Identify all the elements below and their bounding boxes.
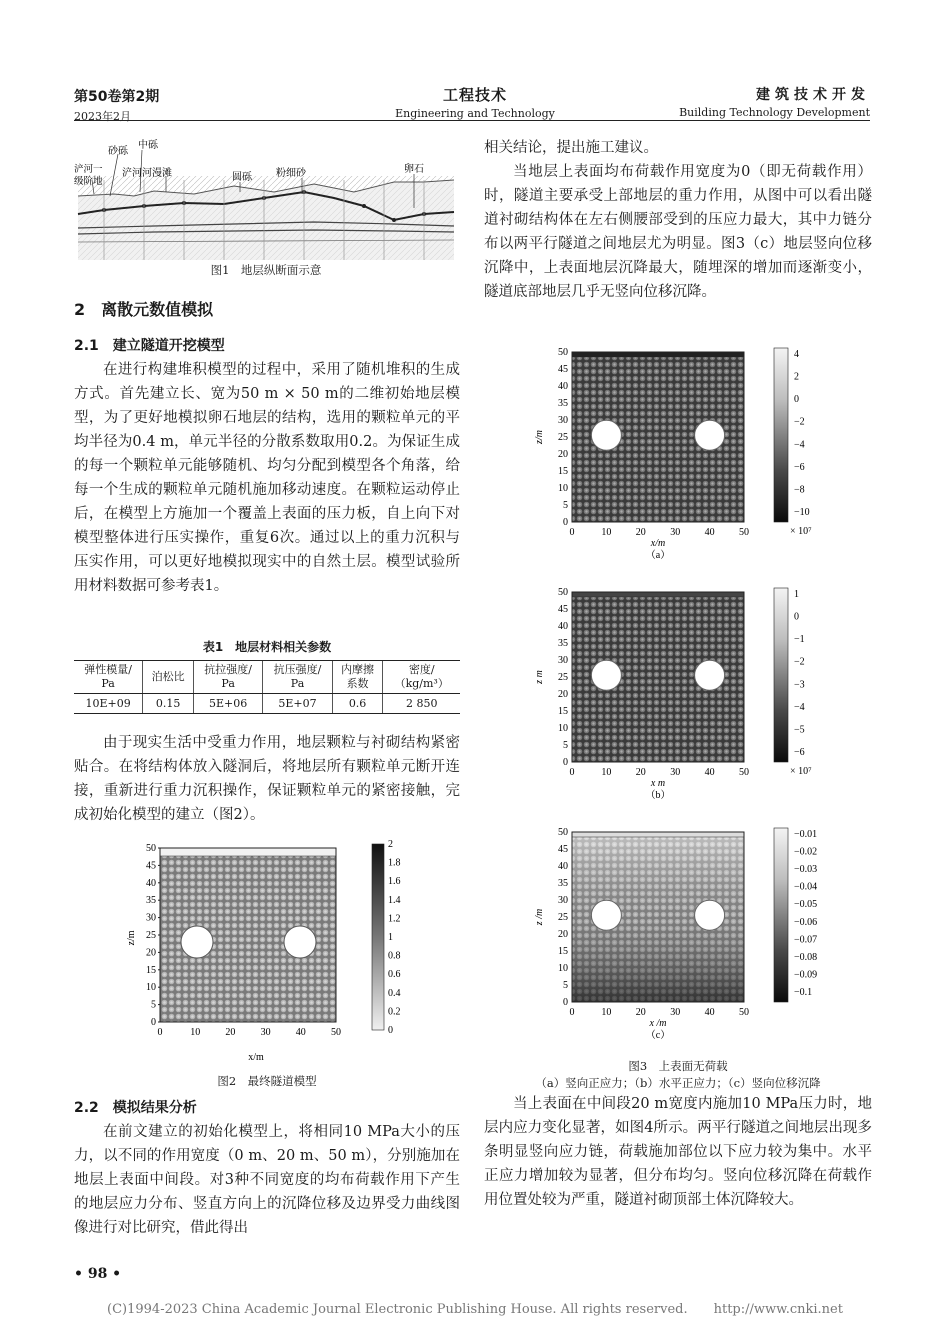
fig2-ylabel: z/m	[126, 930, 137, 946]
colorbar-tick: −0.04	[794, 881, 818, 893]
td-poisson: 0.15	[143, 694, 194, 714]
colorbar-tick: −10	[794, 507, 810, 518]
colorbar-tick: −5	[794, 724, 805, 736]
xtick: 30	[670, 1007, 681, 1018]
xtick: 20	[635, 1007, 646, 1018]
figure-3c	[520, 820, 840, 1056]
journal-section	[340, 84, 610, 120]
paragraph-2-1-b	[74, 731, 460, 827]
paragraph-text: 当上表面在中间段20 m宽度内施加10 MPa压力时，地层内应力变化显著，如图4所示。两平行隧道之间地层出现多条明显竖向应力链，荷载施加部位以下应力较为集中。水平正应力增加较为显著，但分布均匀。竖向位移沉降在荷载作用位置处较为严重，隧道衬砌顶部土体沉降较大。	[484, 1096, 872, 1208]
colorbar-tick: 0	[794, 611, 799, 623]
colorbar-tick: −6	[794, 747, 805, 758]
colorbar-exponent: × 10⁷	[790, 526, 812, 537]
ytick: 35	[558, 878, 568, 889]
xtick: 40	[704, 527, 715, 538]
page-number: • 98 •	[74, 1266, 122, 1282]
figure-3-caption: 图3 上表面无荷载	[628, 1059, 728, 1073]
ytick: 0	[563, 997, 568, 1008]
colorbar-tick: −3	[794, 679, 805, 691]
td-density: 2 850	[383, 694, 460, 714]
ytick: 50	[558, 347, 568, 358]
td-elastic-modulus: 10E+09	[74, 694, 143, 714]
paragraph-text: 在前文建立的初始化模型上，将相同10 MPa大小的压力，以不同的作用宽度（0 m、20 m、50 m），分别施加在地层上表面中间段。对3种不同宽度的均布荷载作用下产生的地层应力分布、竖直方向上的沉降位移及边界受力曲线图像进行对比研究，借此得出	[74, 1124, 460, 1236]
fig2-cbar-tick: 0.2	[388, 1006, 401, 1018]
ytick: 5	[563, 500, 568, 511]
ytick: 15	[558, 706, 568, 717]
figure-2-caption: 图2 最终隧道模型	[217, 1074, 317, 1088]
colorbar	[774, 348, 788, 522]
xtick: 50	[739, 1007, 749, 1018]
ytick: 40	[558, 621, 568, 632]
ytick: 30	[558, 415, 568, 426]
th-friction: 内摩擦 系数	[332, 661, 383, 694]
xtick: 20	[635, 527, 646, 538]
fig2-cbar-tick: 1.2	[388, 913, 401, 925]
section-2-2-title: 2.2 模拟结果分析	[74, 1100, 197, 1116]
vertical-stress-plot	[520, 340, 840, 576]
colorbar-tick: −8	[794, 484, 805, 496]
right-tunnel	[695, 660, 725, 690]
ytick: 35	[558, 638, 568, 649]
fig2-xtick: 30	[260, 1027, 271, 1038]
colorbar-tick: −2	[794, 416, 805, 428]
fig2-cbar-tick: 0.8	[388, 950, 401, 962]
xtick: 10	[601, 1007, 612, 1018]
colorbar	[372, 844, 384, 1030]
vertical-displacement-plot	[520, 820, 840, 1056]
copyright-footer: (C)1994-2023 China Academic Journal Electronic Publishing House. All rights reserved. http://www.cnki.net	[107, 1302, 843, 1317]
th-compressive: 抗压强度/ Pa	[263, 661, 332, 694]
fig2-xlabel: x/m	[248, 1052, 264, 1063]
ytick: 40	[558, 861, 568, 872]
fig2-cbar-tick: 1.8	[388, 857, 401, 869]
right-tunnel	[284, 926, 316, 958]
journal-name-en: Building Technology Development	[679, 106, 870, 119]
fig2-cbar-tick: 1	[388, 932, 393, 943]
ytick: 25	[558, 432, 568, 443]
th-elastic-modulus: 弹性模量/ Pa	[74, 661, 143, 694]
fig2-xtick: 50	[331, 1027, 341, 1038]
section-2-1-title: 2.1 建立隧道开挖模型	[74, 338, 225, 354]
fig2-ytick: 0	[151, 1017, 156, 1028]
colorbar-tick: −0.08	[794, 951, 818, 963]
panel-tag: （a）	[645, 550, 671, 561]
section-title-cn: 工程技术	[442, 86, 507, 104]
xlabel: x/m	[650, 538, 666, 549]
colorbar-tick: −6	[794, 461, 805, 473]
right-paragraph-3	[484, 1092, 872, 1212]
fig2-ytick: 10	[146, 982, 156, 994]
th-density: 密度/ （kg/m³）	[383, 661, 460, 694]
paragraph-text: 相关结论，提出施工建议。	[484, 140, 658, 156]
fig2-cbar-tick: 1.4	[388, 894, 401, 906]
xlabel: x /m	[649, 1018, 667, 1029]
fig2-xtick: 10	[190, 1027, 201, 1038]
ylabel: z /m	[534, 908, 545, 926]
colorbar-tick: −0.07	[794, 934, 818, 946]
tunnel-model-plot	[126, 838, 416, 1068]
ytick: 20	[558, 689, 568, 700]
fig2-ytick: 35	[146, 895, 156, 907]
colorbar-tick: 1	[794, 589, 799, 600]
td-friction: 0.6	[332, 694, 383, 714]
paragraph-text: 当地层上表面均布荷载作用宽度为0（即无荷载作用）时，隧道主要承受上部地层的重力作用，从图中可以看出隧道衬砌结构体在左右侧腰部受到的压应力最大，其中力链分布以两平行隧道之间地层尤为明显。图3（c）地层竖向位移沉降中，上表面地层沉降最大，随埋深的增加而逐渐变小，隧道底部地层几乎无竖向位移沉降。	[484, 164, 872, 300]
figure-1	[74, 136, 458, 262]
colorbar-tick: −0.01	[794, 829, 818, 840]
volume-issue: 第50卷第2期	[74, 89, 160, 105]
journal-name-cn: 建筑技术开发	[756, 87, 870, 103]
figure-3-subcaption: （a）竖向正应力；（b）水平正应力；（c）竖向位移沉降	[535, 1076, 821, 1090]
paragraph-text: 在进行构建堆积模型的过程中，采用了随机堆积的生成方式。首先建立长、宽为50 m × 50 m的二维初始地层模型，为了更好地模拟卵石地层的结构，选用的颗粒单元的平均半径为0.4 m，单元半径的分散系数取用0.2。为保证生成的每一个颗粒单元能够随机、均匀分配到模型各个角落，给每一个生成的颗粒单元随机施加移动速度。在颗粒运动停止后，在模型上方施加一个覆盖上表面的压力板，自上向下对模型整体进行压实操作，重复6次。通过以上的重力沉积与压实作用，可以更好地模拟现实中的自然土层。模型试验所用材料数据可参考表1。	[74, 362, 460, 594]
ytick: 10	[558, 483, 568, 494]
ytick: 25	[558, 912, 568, 923]
section-2-title: 2 离散元数值模拟	[74, 300, 214, 319]
fig1-label-gravel-sand: 砂砾	[108, 146, 128, 157]
fig1-label-pebble: 卵石	[404, 164, 424, 175]
ytick: 45	[558, 844, 568, 855]
ytick: 5	[563, 740, 568, 751]
ytick: 5	[563, 980, 568, 991]
journal-name	[679, 84, 870, 119]
fig2-xtick: 40	[295, 1027, 306, 1038]
panel-tag: （b）	[645, 790, 671, 801]
journal-volume	[74, 86, 159, 124]
colorbar-tick: 4	[794, 349, 799, 360]
ytick: 0	[563, 757, 568, 768]
ytick: 20	[558, 449, 568, 460]
fig2-cbar-tick: 1.6	[388, 876, 401, 888]
ytick: 35	[558, 398, 568, 409]
xtick: 0	[569, 767, 575, 778]
header-rule	[74, 120, 870, 121]
fig2-cbar-tick: 0.4	[388, 987, 401, 999]
fig2-cbar-tick: 2	[388, 839, 393, 850]
colorbar-tick: 0	[794, 394, 799, 406]
left-tunnel	[591, 900, 621, 930]
colorbar-tick: −0.06	[794, 916, 818, 928]
figure-1-caption: 图1 地层纵断面示意	[210, 263, 322, 277]
ytick: 10	[558, 723, 568, 734]
xtick: 50	[739, 767, 749, 778]
left-tunnel	[591, 660, 621, 690]
ytick: 20	[558, 929, 568, 940]
xtick: 10	[601, 527, 612, 538]
fig1-label-terrace-2: 级阶地	[74, 177, 103, 187]
left-tunnel	[591, 420, 621, 450]
colorbar-tick: −0.05	[794, 899, 818, 911]
material-table	[74, 660, 460, 714]
right-tunnel	[695, 900, 725, 930]
figure-3a	[520, 340, 840, 576]
fig2-ytick: 20	[146, 947, 156, 959]
ytick: 15	[558, 946, 568, 957]
paragraph-text: 由于现实生活中受重力作用，地层颗粒与衬砌结构紧密贴合。在将结构体放入隧洞后，将地层所有颗粒单元断开连接，重新进行重力沉积操作，保证颗粒单元的紧密接触，完成初始化模型的建立（图2）。	[74, 735, 460, 823]
table-1	[74, 660, 460, 714]
fig2-xtick: 20	[225, 1027, 236, 1038]
xtick: 30	[670, 767, 681, 778]
colorbar-tick: −0.1	[794, 987, 813, 998]
fig2-xtick: 0	[157, 1027, 163, 1038]
xtick: 50	[739, 527, 749, 538]
horizontal-stress-plot	[520, 580, 840, 816]
ylabel: z m	[534, 670, 545, 684]
fig1-label-terrace: 浐河一	[74, 165, 103, 175]
right-paragraph-1	[484, 136, 872, 160]
xlabel: x m	[650, 778, 666, 789]
xtick: 20	[635, 767, 646, 778]
panel-tag: （c）	[645, 1030, 671, 1041]
issue-date: 2023年2月	[74, 110, 131, 123]
right-tunnel	[695, 420, 725, 450]
fig2-ytick: 15	[146, 964, 156, 976]
ytick: 45	[558, 604, 568, 615]
stratum-profile-diagram	[74, 136, 458, 262]
ytick: 15	[558, 466, 568, 477]
fig2-cbar-tick: 0.6	[388, 969, 401, 981]
ytick: 25	[558, 672, 568, 683]
xtick: 40	[704, 767, 715, 778]
fig2-ytick: 25	[146, 930, 156, 941]
fig1-label-medium-gravel: 中砾	[138, 140, 158, 151]
ytick: 0	[563, 517, 568, 528]
fig2-ytick: 5	[151, 999, 156, 1011]
section-title-en: Engineering and Technology	[395, 107, 555, 120]
fig2-cbar-tick: 0	[388, 1025, 393, 1036]
colorbar-tick: −0.09	[794, 969, 818, 981]
fig2-ytick: 45	[146, 860, 156, 872]
fig2-ytick: 50	[146, 843, 156, 854]
figure-2	[126, 838, 416, 1068]
paragraph-2-2	[74, 1120, 460, 1240]
ytick: 30	[558, 655, 568, 666]
colorbar	[774, 828, 788, 1002]
ylabel: z/m	[534, 430, 545, 444]
colorbar-tick: −0.02	[794, 846, 818, 858]
fig2-ytick: 30	[146, 912, 156, 924]
ytick: 30	[558, 895, 568, 906]
right-paragraph-2	[484, 160, 872, 304]
th-tensile: 抗拉强度/ Pa	[193, 661, 262, 694]
paragraph-2-1-a	[74, 358, 460, 598]
xtick: 40	[704, 1007, 715, 1018]
colorbar-tick: −1	[794, 634, 805, 646]
fig2-ytick: 40	[146, 877, 156, 889]
xtick: 10	[601, 767, 612, 778]
colorbar-tick: −4	[794, 701, 805, 713]
colorbar-tick: 2	[794, 371, 799, 383]
td-tensile: 5E+06	[193, 694, 262, 714]
colorbar	[774, 588, 788, 762]
table-1-title: 表1 地层材料相关参数	[202, 640, 332, 654]
figure-3b	[520, 580, 840, 816]
xtick: 30	[670, 527, 681, 538]
ytick: 50	[558, 587, 568, 598]
colorbar-tick: −2	[794, 656, 805, 668]
ytick: 45	[558, 364, 568, 375]
fig1-label-floodplain: 浐河河漫滩	[122, 168, 172, 179]
ytick: 40	[558, 381, 568, 392]
th-poisson: 泊松比	[143, 661, 194, 694]
colorbar-tick: −4	[794, 439, 805, 451]
colorbar-exponent: × 10⁷	[790, 766, 812, 777]
fig1-label-round-gravel: 圆砾	[232, 172, 252, 183]
ytick: 10	[558, 963, 568, 974]
left-tunnel	[181, 926, 213, 958]
td-compressive: 5E+07	[263, 694, 332, 714]
colorbar-tick: −0.03	[794, 864, 818, 876]
fig1-label-fine-sand: 粉细砂	[276, 168, 306, 179]
xtick: 0	[569, 527, 575, 538]
ytick: 50	[558, 827, 568, 838]
xtick: 0	[569, 1007, 575, 1018]
